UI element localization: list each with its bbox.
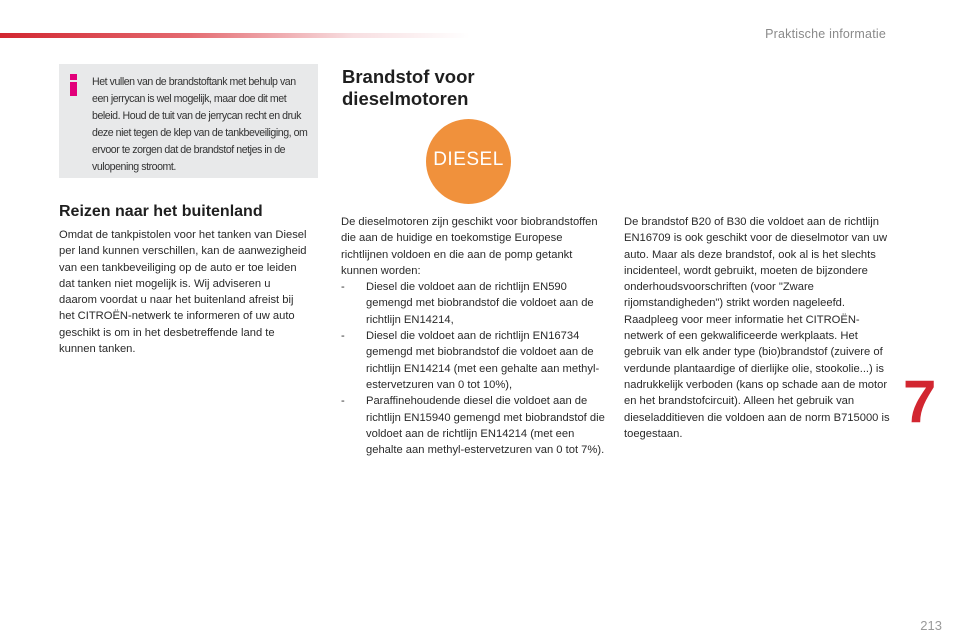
page-title (342, 66, 475, 110)
diesel-list (341, 279, 606, 458)
diesel-badge (426, 119, 511, 204)
diesel-b20-text: De brandstof B20 of B30 die voldoet aan de richtlijn EN16709 is ook geschikt voor de dieselmotor van uw auto. Maar als deze brandstof, ook al is het slechts incidenteel, wordt gebruikt, moeten de bijzondere onderhoudsvoorschriften (voor "Zware rijomstandigheden") strikt worden nageleefd. Raadpleeg voor meer informatie het CITROËN-netwerk of een gekwalificeerde werkplaats. Het gebruik van elk ander type (bio)brandstof (zuivere of verdunde plantaardige of dierlijke olie, stookolie...) is nadrukkelijk verboden (kans op schade aan de motor en het brandstofcircuit). Alleen het gebruik van dieseladditieven die voldoen aan de norm B715000 is toegestaan. (624, 216, 890, 440)
travel-body: Omdat de tankpistolen voor het tanken van Diesel per land kunnen verschillen, kan de aanwezigheid van een tankbeveiliging op de auto er toe leiden dat tanken niet mogelijk is. Wij adviseren u daarom voordat u naar het buitenland afreist bij het CITROËN-netwerk te informeren of uw auto geschikt is om in het desbetreffende land te kunnen tanken. (59, 229, 307, 356)
chapter-number: 7 (903, 368, 937, 435)
page-title-line1: Brandstof voor (342, 66, 475, 87)
list-item: - Paraffinehoudende diesel die voldoet aan de richtlijn EN15940 gemengd met biobrandstof die voldoet aan de richtlijn EN14214 (met een gehalte aan methyl-estervetzuren van 0 tot 7%). (341, 395, 605, 457)
page-number: 213 (920, 618, 942, 633)
header-accent-bar (0, 33, 470, 38)
info-icon (69, 74, 79, 96)
travel-title: Reizen naar het buitenland (59, 203, 263, 220)
diesel-badge-label: DIESEL (433, 149, 504, 170)
diesel-intro: De dieselmotoren zijn geschikt voor biobrandstoffen die aan de huidige en toekomstige Europese richtlijnen voldoen en die aan de pomp getankt kunnen worden: (341, 216, 598, 277)
section-header: Praktische informatie (765, 27, 886, 41)
page-title-line2: dieselmotoren (342, 88, 469, 109)
list-item: - Diesel die voldoet aan de richtlijn EN590 gemengd met biobrandstof die voldoet aan de richtlijn EN14214, (341, 281, 594, 326)
list-item: - Diesel die voldoet aan de richtlijn EN16734 gemengd met biobrandstof die voldoet aan de richtlijn EN14214 (met een gehalte aan methyl-estervetzuren van 0 tot 10%), (341, 330, 600, 391)
info-text: Het vullen van de brandstoftank met behulp van een jerrycan is wel mogelijk, maar doe dit met beleid. Houd de tuit van de jerrycan recht en druk deze niet tegen de klep van de tankbeveiliging, om ervoor te zorgen dat de brandstof netjes in de vulopening stroomt. (92, 76, 308, 173)
diesel-intro-column (341, 214, 606, 458)
